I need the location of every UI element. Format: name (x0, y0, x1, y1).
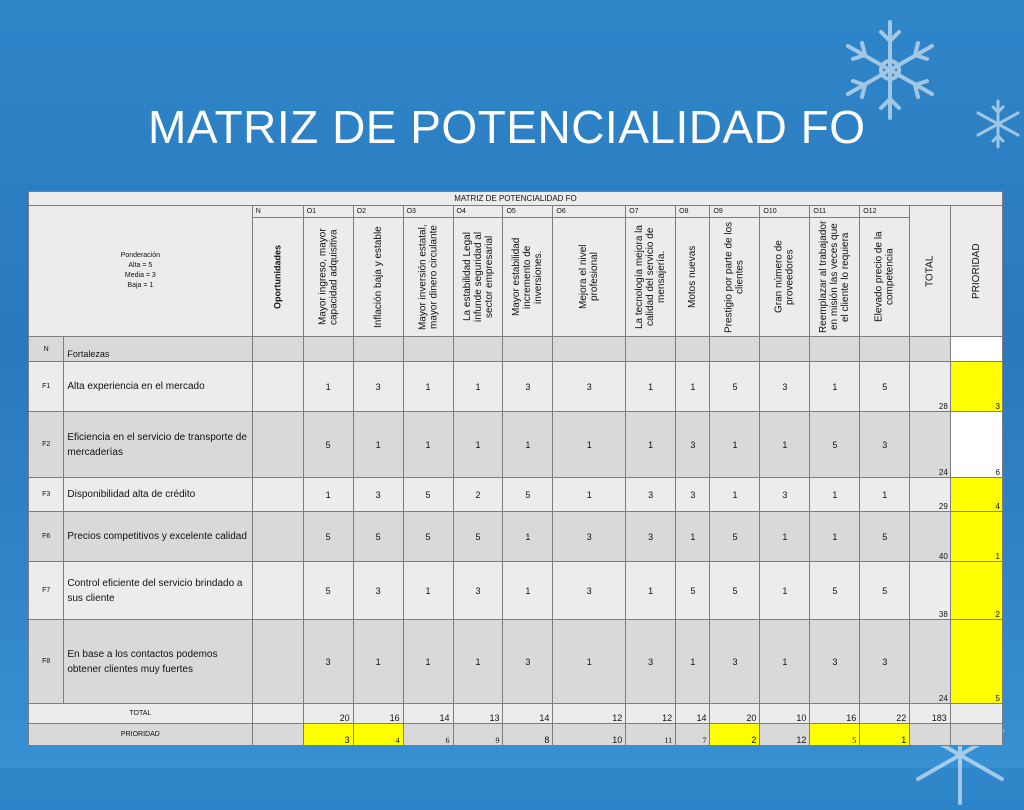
row-total: 24 (910, 412, 951, 478)
opportunity-code: O1 (303, 206, 353, 218)
score-cell: 5 (710, 362, 760, 412)
strength-code: F6 (29, 512, 64, 562)
opportunity-total: 20 (303, 704, 353, 724)
priority-header: PRIORIDAD (950, 206, 1002, 337)
score-cell: 1 (760, 562, 810, 620)
table-row (29, 362, 1003, 412)
table-row (29, 620, 1003, 704)
blank-cell (252, 478, 303, 512)
opportunity-header: Gran número de proveedores (760, 218, 810, 337)
score-cell: 1 (626, 362, 676, 412)
score-cell: 1 (403, 620, 453, 704)
opportunities-header: Oportunidades (252, 218, 303, 337)
opportunity-total: 14 (503, 704, 553, 724)
row-priority: 2 (950, 562, 1002, 620)
score-cell: 1 (353, 620, 403, 704)
score-cell: 1 (626, 562, 676, 620)
opportunity-code: O9 (710, 206, 760, 218)
score-cell: 5 (403, 478, 453, 512)
score-cell: 3 (626, 478, 676, 512)
table-row (29, 412, 1003, 478)
score-cell: 3 (860, 412, 910, 478)
score-cell: 1 (810, 512, 860, 562)
score-cell: 5 (676, 562, 710, 620)
score-cell: 1 (760, 412, 810, 478)
score-cell: 3 (503, 620, 553, 704)
grand-total: 183 (910, 704, 951, 724)
weighting-legend (29, 206, 253, 337)
score-cell: 3 (553, 362, 626, 412)
priority-row-label: PRIORIDAD (29, 724, 253, 746)
score-cell: 5 (353, 512, 403, 562)
row-total: 29 (910, 478, 951, 512)
score-cell: 3 (353, 562, 403, 620)
opportunity-header: Reemplazar al trabajador en misión las veces que el cliente lo requiera (810, 218, 860, 337)
score-cell: 1 (710, 412, 760, 478)
opportunity-code: O7 (626, 206, 676, 218)
score-cell: 1 (403, 412, 453, 478)
row-priority: 4 (950, 478, 1002, 512)
opportunity-header: Mejora el nivel profesional (553, 218, 626, 337)
strength-code: F8 (29, 620, 64, 704)
score-cell: 5 (710, 512, 760, 562)
weighting-low: Baja = 1 (127, 282, 154, 289)
score-cell: 3 (860, 620, 910, 704)
score-cell: 5 (860, 512, 910, 562)
blank-cell (252, 562, 303, 620)
score-cell: 5 (710, 562, 760, 620)
table-row (29, 562, 1003, 620)
strength-name: Control eficiente del servicio brindado a sus cliente (64, 562, 252, 620)
score-cell: 1 (503, 562, 553, 620)
page-title: MATRIZ DE POTENCIALIDAD FO (148, 101, 866, 153)
score-cell: 1 (626, 412, 676, 478)
score-cell: 3 (760, 478, 810, 512)
opportunity-code: O4 (453, 206, 503, 218)
row-total: 28 (910, 362, 951, 412)
score-cell: 3 (353, 478, 403, 512)
score-cell: 5 (860, 562, 910, 620)
strength-name: Disponibilidad alta de crédito (64, 478, 252, 512)
row-priority: 3 (950, 362, 1002, 412)
score-cell: 1 (503, 412, 553, 478)
opportunity-header: La tecnología mejora la calidad del servicio de mensajería. (626, 218, 676, 337)
snowflake-icon (972, 98, 1024, 150)
score-cell: 3 (810, 620, 860, 704)
strength-name: Precios competitivos y excelente calidad (64, 512, 252, 562)
row-priority: 6 (950, 412, 1002, 478)
score-cell: 1 (403, 362, 453, 412)
opportunity-header: Inflación baja y estable (353, 218, 403, 337)
opportunity-total: 14 (676, 704, 710, 724)
opportunity-priority: 11 (626, 724, 676, 746)
score-cell: 3 (710, 620, 760, 704)
matrix-caption: MATRIZ DE POTENCIALIDAD FO (29, 192, 1003, 206)
opportunity-code: O5 (503, 206, 553, 218)
score-cell: 5 (303, 562, 353, 620)
total-header: TOTAL (910, 206, 951, 337)
strengths-n-header: N (29, 337, 64, 362)
score-cell: 3 (676, 412, 710, 478)
opportunity-total: 20 (710, 704, 760, 724)
opportunity-priority: 1 (860, 724, 910, 746)
opportunity-code: O2 (353, 206, 403, 218)
opportunity-priority: 6 (403, 724, 453, 746)
score-cell: 5 (453, 512, 503, 562)
weighting-high: Alta = 5 (128, 262, 153, 269)
score-cell: 3 (760, 362, 810, 412)
score-cell: 5 (403, 512, 453, 562)
table-row (29, 512, 1003, 562)
opportunity-header: Mayor estabilidad incremento de inversiones. (503, 218, 553, 337)
row-total: 40 (910, 512, 951, 562)
weighting-title: Ponderación (120, 252, 161, 259)
score-cell: 1 (353, 412, 403, 478)
blank-cell (252, 412, 303, 478)
totals-row-label: TOTAL (29, 704, 253, 724)
opportunity-priority: 2 (710, 724, 760, 746)
opportunity-code: O6 (553, 206, 626, 218)
score-cell: 2 (453, 478, 503, 512)
score-cell: 5 (860, 362, 910, 412)
weighting-medium: Media = 3 (124, 272, 156, 279)
score-cell: 1 (453, 620, 503, 704)
score-cell: 1 (710, 478, 760, 512)
score-cell: 3 (676, 478, 710, 512)
opportunity-total: 12 (553, 704, 626, 724)
score-cell: 3 (453, 562, 503, 620)
score-cell: 1 (303, 362, 353, 412)
score-cell: 1 (860, 478, 910, 512)
n-header: N (252, 206, 303, 218)
opportunity-code: O8 (676, 206, 710, 218)
opportunity-header: Elevado precio de la competencia (860, 218, 910, 337)
score-cell: 1 (553, 620, 626, 704)
score-cell: 1 (553, 412, 626, 478)
strength-name: Eficiencia en el servicio de transporte de mercaderías (64, 412, 252, 478)
score-cell: 5 (303, 512, 353, 562)
score-cell: 3 (353, 362, 403, 412)
opportunity-priority: 7 (676, 724, 710, 746)
table-row (29, 478, 1003, 512)
strength-code: F3 (29, 478, 64, 512)
strength-code: F1 (29, 362, 64, 412)
opportunity-priority: 10 (553, 724, 626, 746)
opportunity-header: La estabilidad Legal infunde seguridad al sector empresarial (453, 218, 503, 337)
score-cell: 3 (303, 620, 353, 704)
opportunity-total: 12 (626, 704, 676, 724)
score-cell: 3 (503, 362, 553, 412)
opportunity-total: 16 (810, 704, 860, 724)
opportunity-priority: 9 (453, 724, 503, 746)
score-cell: 1 (760, 512, 810, 562)
opportunity-code: O11 (810, 206, 860, 218)
opportunity-total: 14 (403, 704, 453, 724)
score-cell: 1 (403, 562, 453, 620)
score-cell: 1 (453, 362, 503, 412)
opportunity-total: 10 (760, 704, 810, 724)
score-cell: 5 (503, 478, 553, 512)
opportunity-priority: 4 (353, 724, 403, 746)
strength-code: F7 (29, 562, 64, 620)
score-cell: 3 (553, 562, 626, 620)
row-priority: 1 (950, 512, 1002, 562)
opportunity-header: Mayor ingreso, mayor capacidad adquisitiva (303, 218, 353, 337)
opportunity-header: Mayor inversión estatal, mayor dinero circulante (403, 218, 453, 337)
row-total: 24 (910, 620, 951, 704)
opportunity-code: O12 (860, 206, 910, 218)
score-cell: 3 (553, 512, 626, 562)
opportunity-priority: 5 (810, 724, 860, 746)
row-total: 38 (910, 562, 951, 620)
opportunity-total: 13 (453, 704, 503, 724)
score-cell: 5 (303, 412, 353, 478)
blank-cell (252, 512, 303, 562)
strength-code: F2 (29, 412, 64, 478)
opportunity-total: 16 (353, 704, 403, 724)
score-cell: 1 (760, 620, 810, 704)
score-cell: 1 (676, 620, 710, 704)
opportunity-header: Prestigio por parte de los clientes (710, 218, 760, 337)
score-cell: 3 (626, 512, 676, 562)
score-cell: 3 (626, 620, 676, 704)
score-cell: 1 (810, 478, 860, 512)
opportunity-priority: 12 (760, 724, 810, 746)
score-cell: 1 (453, 412, 503, 478)
score-cell: 1 (303, 478, 353, 512)
strength-name: En base a los contactos podemos obtener clientes muy fuertes (64, 620, 252, 704)
opportunity-total: 22 (860, 704, 910, 724)
score-cell: 1 (553, 478, 626, 512)
opportunity-priority: 8 (503, 724, 553, 746)
strength-name: Alta experiencia en el mercado (64, 362, 252, 412)
score-cell: 1 (676, 362, 710, 412)
score-cell: 5 (810, 412, 860, 478)
opportunity-header: Motos nuevas (676, 218, 710, 337)
strengths-header: Fortalezas (64, 337, 252, 362)
opportunity-code: O3 (403, 206, 453, 218)
blank-cell (252, 620, 303, 704)
score-cell: 1 (810, 362, 860, 412)
score-cell: 1 (503, 512, 553, 562)
opportunity-priority: 3 (303, 724, 353, 746)
opportunity-code: O10 (760, 206, 810, 218)
score-cell: 1 (676, 512, 710, 562)
blank-cell (252, 362, 303, 412)
potentiality-matrix (28, 191, 1003, 746)
row-priority: 5 (950, 620, 1002, 704)
score-cell: 5 (810, 562, 860, 620)
